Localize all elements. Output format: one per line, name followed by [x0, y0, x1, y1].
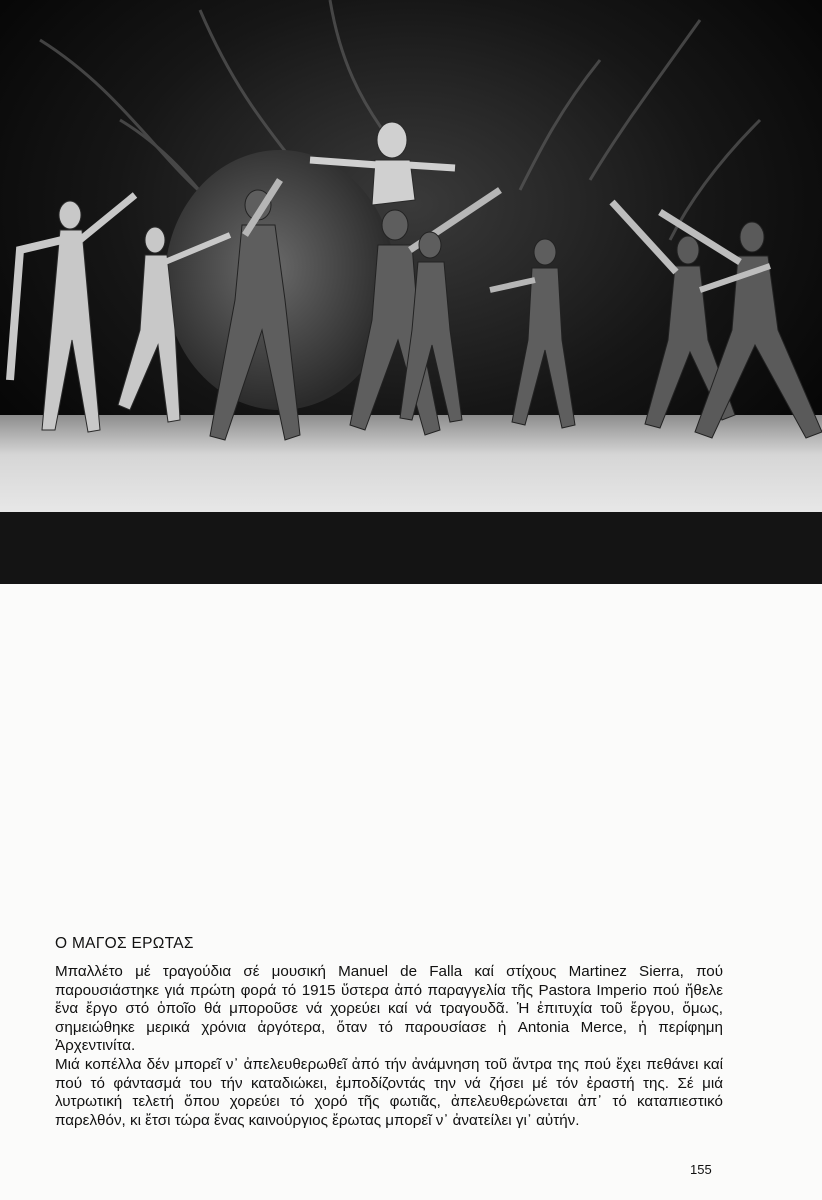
- caption-block: [55, 934, 723, 1130]
- caption-paragraph-1: Μπαλλέτο μέ τραγούδια σέ μουσική Manuel de Falla καί στίχους Martinez Sierra, πού παρουσιάστηκε γιά πρώτη φορά τό 1915 ὕστερα ἀπό παραγγελία τῆς Pastora Imperio πού ἤθελε ἕνα ἔργο στό ὁποῖο θά μποροῦσε νά χορεύει καί νά τραγουδᾶ. Ἡ ἐπιτυχία τοῦ ἔργου, ὅμως, σημειώθηκε μερικά χρόνια ἀργότερα, ὅταν τό παρουσίασε ἡ Antonia Merce, ἡ περίφημη Ἀρχεντινίτα.: [55, 963, 723, 1055]
- caption-paragraph-2: Μιά κοπέλλα δέν μπορεῖ ν᾿ ἀπελευθερωθεῖ ἀπό τήν ἀνάμνηση τοῦ ἄντρα της πού ἔχει πεθάνει καί πού τό φάντασμά του τήν καταδιώκει, ἐμποδίζοντάς την νά ζήσει μέ τόν ἐραστή της. Σέ μιά λυτρωτική τελετή ὅπου χορεύει τό χορό τῆς φωτιᾶς, ἀπελευθερώνεται ἀπ᾿ τό καταπιεστικό παρελθόν, κι ἔτσι τώρα ἕνας καινούργιος ἔρωτας μπορεῖ ν᾿ ἀνατείλει γι᾿ αὐτήν.: [55, 1055, 723, 1129]
- stage-scene-illustration: [0, 0, 822, 584]
- page-number: 155: [690, 1162, 712, 1177]
- caption-title: Ο ΜΑΓΟΣ ΕΡΩΤΑΣ: [55, 935, 194, 952]
- ballet-photograph: [0, 0, 822, 584]
